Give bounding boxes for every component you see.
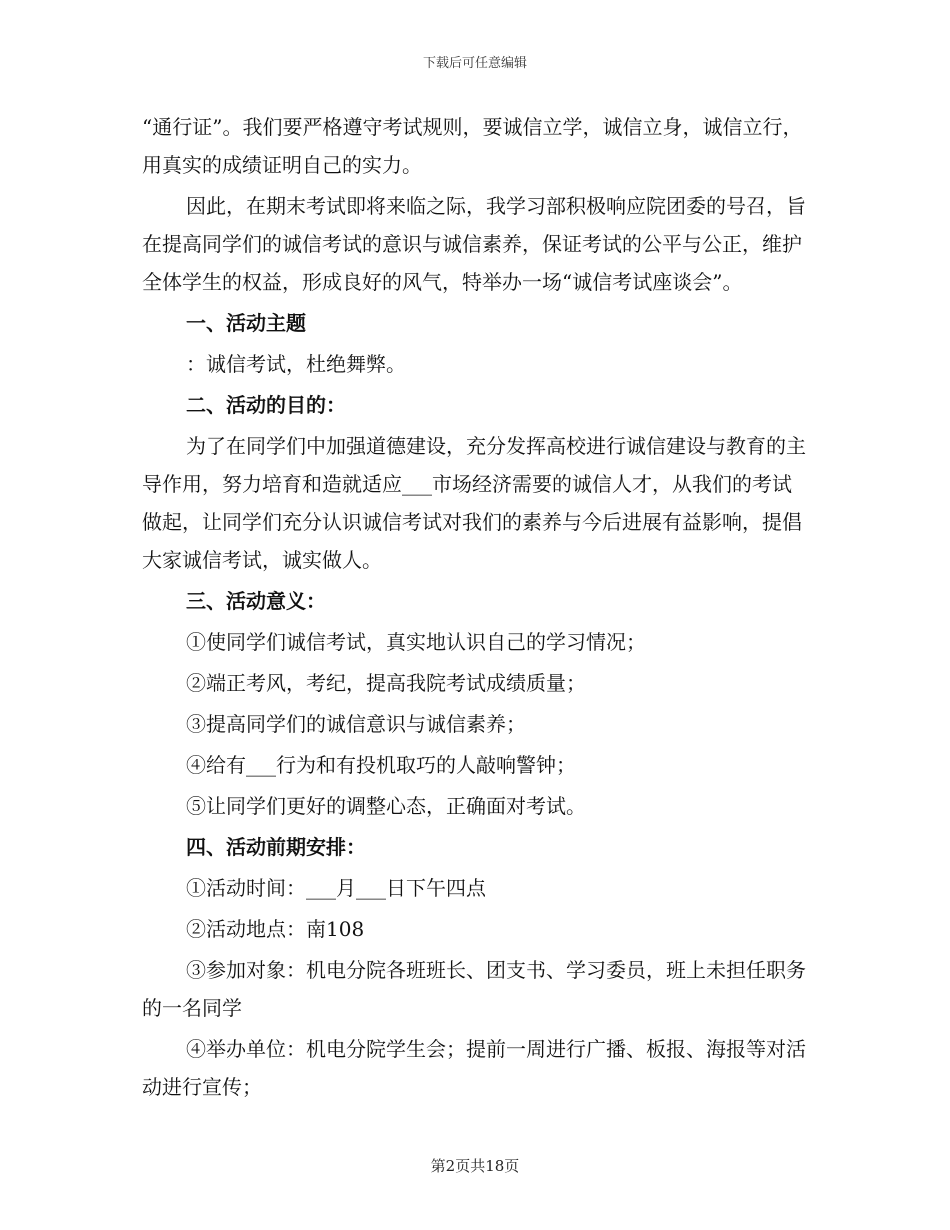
heading-arrangement: 四、活动前期安排： xyxy=(186,835,366,859)
heading-purpose: 二、活动的目的： xyxy=(186,393,346,417)
document-body xyxy=(142,108,808,1109)
heading-theme: 一、活动主题 xyxy=(186,311,306,335)
paragraph-background: 因此，在期末考试即将来临之际，我学习部积极响应院团委的号召，旨在提高同学们的诚信考试的意识与诚信素养，保证考试的公平与公正，维护全体学生的权益，形成良好的风气，特举办一场“诚信考试座谈会”。 xyxy=(142,194,806,294)
page-header-note: 下载后可任意编辑 xyxy=(422,56,527,71)
meaning-item-3: ③提高同学们的诚信意识与诚信素养； xyxy=(186,712,526,736)
page-number: 第2页共18页 xyxy=(430,1157,520,1175)
arrangement-item-1: ①活动时间：___月___日下午四点 xyxy=(186,876,486,900)
arrangement-item-3: ③参加对象：机电分院各班班长、团支书、学习委员，班上未担任职务的一名同学 xyxy=(142,958,806,1020)
meaning-item-4: ④给有___行为和有投机取巧的人敲响警钟； xyxy=(186,753,576,777)
arrangement-item-4: ④举办单位：机电分院学生会；提前一周进行广播、板报、海报等对活动进行宣传； xyxy=(142,1037,806,1099)
paragraph-pass: “通行证”。我们要严格遵守考试规则，要诚信立学，诚信立身，诚信立行，用真实的成绩证明自己的实力。 xyxy=(142,115,803,177)
meaning-item-1: ①使同学们诚信考试，真实地认识自己的学习情况； xyxy=(186,630,646,654)
theme-text: ：诚信考试，杜绝舞弊。 xyxy=(186,352,406,376)
meaning-item-2: ②端正考风，考纪，提高我院考试成绩质量； xyxy=(186,671,586,695)
meaning-item-5: ⑤让同学们更好的调整心态，正确面对考试。 xyxy=(186,794,586,818)
arrangement-item-2: ②活动地点：南108 xyxy=(186,917,365,941)
heading-meaning: 三、活动意义： xyxy=(186,589,326,613)
purpose-text: 为了在同学们中加强道德建设，充分发挥高校进行诚信建设与教育的主导作用，努力培育和造就适应___市场经济需要的诚信人才，从我们的考试做起，让同学们充分认识诚信考试对我们的素养与今后进展有益影响，提倡大家诚信考试，诚实做人。 xyxy=(142,434,806,572)
